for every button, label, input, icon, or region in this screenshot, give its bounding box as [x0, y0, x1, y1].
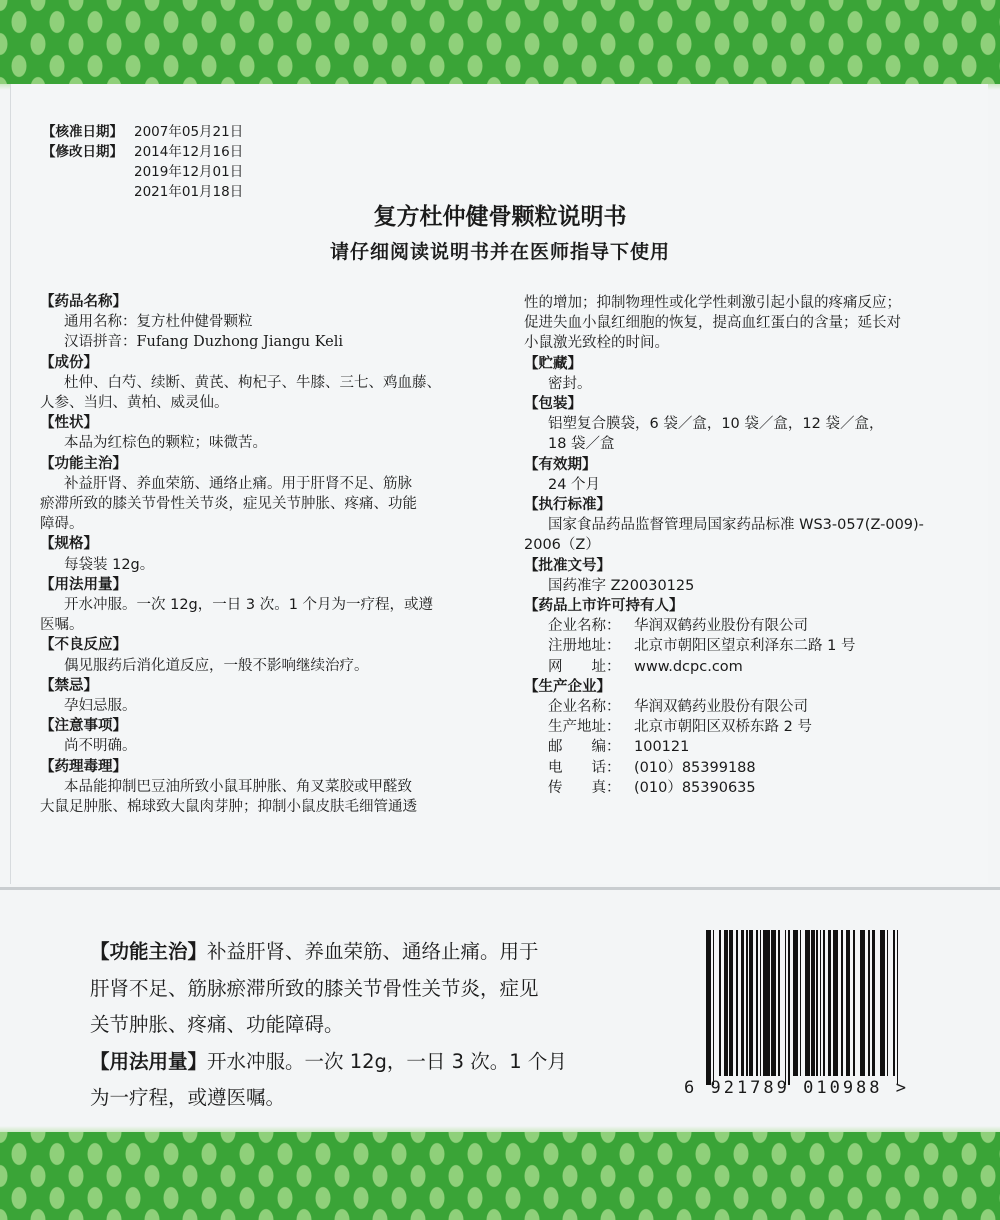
summary-line: 肝肾不足、筋脉瘀滞所致的膝关节骨性关节炎，症见: [90, 976, 539, 1000]
section-heading: 【包装】: [524, 396, 582, 413]
barcode-bar: [833, 930, 838, 1076]
date-row: 【核准日期】 2007年05月21日: [42, 124, 244, 140]
maker-name-row: 企业名称： 华润双鹤药业股份有限公司: [548, 699, 808, 716]
body-text: 小鼠激光致栓的时间。: [524, 335, 669, 352]
section-heading: 【性状】: [40, 415, 98, 432]
summary-line: 【功能主治】补益肝肾、养血荣筋、通络止痛。用于: [90, 940, 539, 963]
barcode-bar: [719, 930, 721, 1076]
barcode-bar: [816, 930, 818, 1076]
body-text: 铝塑复合膜袋，6 袋／盒，10 袋／盒，12 袋／盒，: [548, 416, 884, 433]
barcode-bar: [724, 930, 727, 1076]
barcode-bar: [897, 930, 899, 1085]
section-heading: 【批准文号】: [524, 557, 611, 574]
section-heading: 【用法用量】: [40, 576, 127, 593]
barcode-bar: [729, 930, 732, 1076]
section-heading: 【贮藏】: [524, 355, 582, 372]
section-heading: 【注意事项】: [40, 718, 127, 735]
date-row: 2019年12月01日: [134, 164, 244, 180]
barcode-bar: [811, 930, 814, 1076]
maker-fax-row: 传 真： (010）85390635: [548, 779, 756, 796]
section-heading: 【规格】: [40, 536, 98, 553]
body-text: 24 个月: [548, 476, 601, 493]
barcode-bar: [749, 930, 752, 1076]
bottom-green-leaf-band: [0, 1132, 1000, 1220]
barcode-bar: [880, 930, 885, 1076]
barcode-bar: [841, 930, 843, 1076]
barcode-bar: [741, 930, 744, 1076]
section-heading: 【生产企业】: [524, 678, 611, 695]
barcode-bar: [760, 930, 762, 1076]
barcode-bar: [746, 930, 748, 1076]
section-heading: 【不良反应】: [40, 637, 127, 654]
section-heading: 【药品上市许可持有人】: [524, 598, 684, 615]
body-text: 促进失血小鼠红细胞的恢复，提高血红蛋白的含量；延长对: [524, 315, 901, 332]
section-heading: 【有效期】: [524, 456, 597, 473]
maker-address-row: 生产地址： 北京市朝阳区双桥东路 2 号: [548, 719, 812, 736]
summary-line: 为一疗程，或遵医嘱。: [90, 1086, 286, 1109]
summary-line: 关节肿胀、疼痛、功能障碍。: [90, 1013, 344, 1036]
barcode-bar: [846, 930, 849, 1076]
barcode-bar: [887, 930, 889, 1076]
pinyin-name: 汉语拼音：Fufang Duzhong Jiangu Keli: [64, 334, 344, 351]
barcode-bar: [805, 930, 810, 1076]
body-text: 孕妇忌服。: [64, 698, 137, 715]
body-text: 性的增加；抑制物理性或化学性刺激引起小鼠的疼痛反应；: [524, 295, 901, 311]
holder-name-row: 企业名称： 华润双鹤药业股份有限公司: [548, 618, 808, 635]
barcode-bar: [868, 930, 870, 1076]
barcode-bar: [785, 930, 787, 1085]
body-text: 国药准字 Z20030125: [548, 577, 695, 594]
section-heading: 【药理毒理】: [40, 758, 127, 775]
body-text: 偶见服药后消化道反应，一般不影响继续治疗。: [64, 657, 369, 674]
barcode-bar: [800, 930, 802, 1076]
body-text: 本品为红棕色的颗粒；味微苦。: [64, 435, 267, 452]
section-heading: 【药品名称】: [40, 294, 127, 310]
ean13-barcode: [684, 930, 924, 1110]
date-row: 2021年01月18日: [134, 184, 244, 200]
maker-zip-row: 邮 编： 100121: [548, 739, 690, 756]
approval-dates: [42, 122, 243, 202]
body-text: 瘀滞所致的膝关节骨性关节炎，症见关节肿胀、疼痛、功能: [40, 496, 417, 513]
body-text: 医嘱。: [40, 617, 84, 634]
barcode-bar: [793, 930, 798, 1076]
barcode-bar: [778, 930, 780, 1076]
body-text: 18 袋／盒: [548, 436, 615, 453]
section-heading: 【功能主治】: [40, 455, 127, 472]
barcode-bar: [872, 930, 875, 1076]
barcode-bar: [771, 930, 776, 1076]
fold-line: [0, 887, 1000, 890]
summary-line: 【用法用量】开水冲服。一次 12g，一日 3 次。1 个月: [90, 1049, 567, 1073]
body-text: 尚不明确。: [64, 738, 137, 755]
body-text: 开水冲服。一次 12g，一日 3 次。1 个月为一疗程，或遵: [64, 597, 434, 614]
body-text: 每袋装 12g。: [64, 556, 155, 573]
barcode-bar: [860, 930, 865, 1076]
barcode-bar: [706, 930, 711, 1085]
barcode-number: 6 921789 010988 >: [684, 1078, 909, 1098]
top-green-leaf-band: [0, 0, 1000, 84]
body-text: 杜仲、白芍、续断、黄芪、枸杞子、牛膝、三七、鸡血藤、: [64, 374, 441, 391]
holder-address-row: 注册地址： 北京市朝阳区望京利泽东二路 1 号: [548, 638, 856, 655]
barcode-bar: [756, 930, 758, 1076]
barcode-bar: [763, 930, 770, 1076]
body-text: 人参、当归、黄柏、威灵仙。: [40, 395, 229, 412]
box-summary: [90, 934, 630, 1117]
body-text: 大鼠足肿胀、棉球致大鼠肉芽肿；抑制小鼠皮肤毛细管通透: [40, 799, 417, 816]
right-column: [524, 293, 976, 798]
barcode-bar: [853, 930, 855, 1076]
document-subtitle: 请仔细阅读说明书并在医师指导下使用: [329, 241, 670, 263]
body-text: 障碍。: [40, 516, 84, 533]
date-row: 【修改日期】 2014年12月16日: [42, 144, 244, 160]
section-heading: 【禁忌】: [40, 677, 98, 694]
barcode-bars: [706, 930, 900, 1076]
left-column: [40, 292, 500, 817]
holder-website-row: 网 址： www.dcpc.com: [548, 658, 743, 675]
maker-phone-row: 电 话： (010）85399188: [548, 759, 756, 776]
barcode-bar: [788, 930, 790, 1085]
barcode-bar: [713, 930, 715, 1085]
document-title: 复方杜仲健骨颗粒说明书: [373, 204, 627, 230]
barcode-bar: [828, 930, 831, 1076]
barcode-bar: [736, 930, 738, 1076]
section-heading: 【成份】: [40, 354, 98, 371]
body-text: 国家食品药品监督管理局国家药品标准 WS3-057(Z-009)-: [548, 517, 924, 534]
section-heading: 【执行标准】: [524, 497, 611, 514]
body-text: 2006（Z）: [524, 537, 600, 554]
body-text: 密封。: [548, 375, 592, 392]
body-text: 补益肝肾、养血荣筋、通络止痛。用于肝肾不足、筋脉: [64, 475, 412, 492]
barcode-bar: [893, 930, 895, 1076]
barcode-bar: [823, 930, 825, 1076]
body-text: 本品能抑制巴豆油所致小鼠耳肿胀、角叉菜胶或甲醛致: [64, 778, 412, 795]
barcode-bar: [820, 930, 822, 1076]
generic-name: 通用名称：复方杜仲健骨颗粒: [64, 314, 253, 331]
